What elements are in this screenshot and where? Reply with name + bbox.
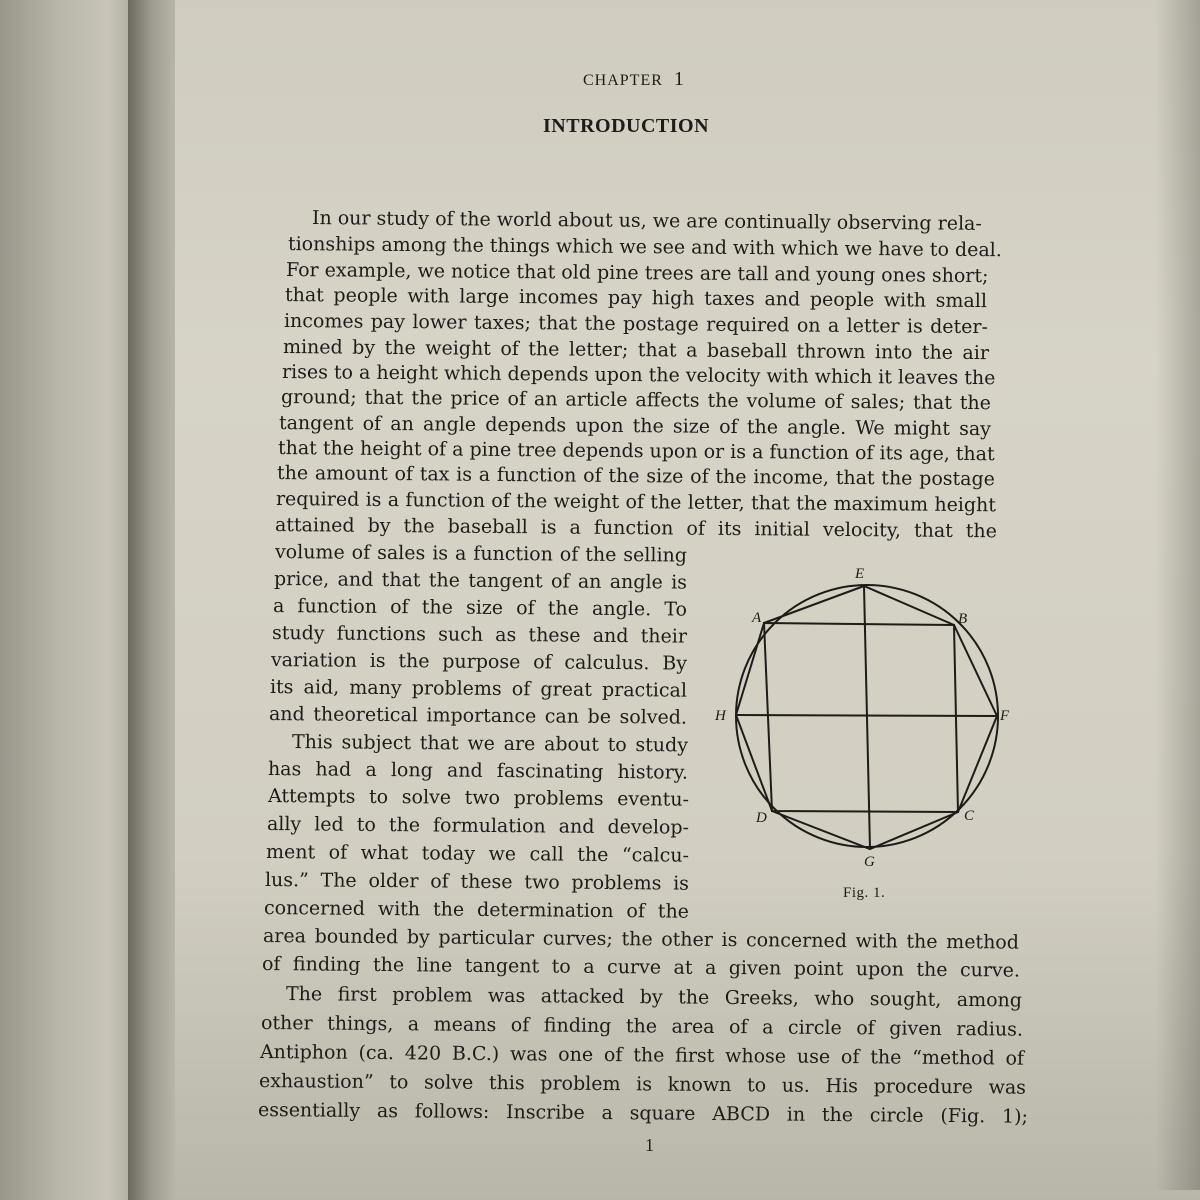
text-line: This subject that we are about to study — [291, 731, 689, 757]
text-line: of finding the line tangent to a curve at a given point upon the curve. — [261, 953, 1021, 982]
text-line: concerned with the determination of the — [263, 897, 690, 923]
text-line: area bounded by particular curves; the other is concerned with the method — [262, 925, 1020, 954]
text-line: price, and that the tangent of an angle is — [273, 568, 688, 594]
text-line: exhaustion” to solve this problem is known to us. His procedure was — [258, 1070, 1027, 1099]
figure-caption: Fig. 1. — [843, 885, 886, 901]
text-line: ally led to the formulation and develop- — [266, 813, 690, 839]
text-line: essentially as follows: Inscribe a square ABCD in the circle (Fig. 1); — [257, 1099, 1029, 1128]
text-line: In our study of the world about us, we are continually observing rela- — [311, 207, 982, 235]
text-line: The first problem was attacked by the Greeks, who sought, among — [285, 983, 1023, 1012]
point-label-g: G — [864, 854, 875, 870]
text-line: volume of sales is a function of the selling — [274, 541, 688, 567]
text-line: variation is the purpose of calculus. By — [270, 649, 688, 675]
horizontal-diameter — [736, 715, 997, 716]
text-line: attained by the baseball is a function of its initial velocity, that the — [274, 514, 998, 543]
point-label-e: E — [855, 566, 865, 582]
point-label-a: A — [752, 610, 762, 626]
text-line: and theoretical importance can be solved. — [268, 703, 688, 729]
page-number: 1 — [645, 1135, 654, 1155]
text-line: that people with large incomes pay high taxes and people with small — [284, 284, 988, 313]
chapter-number: 1 — [673, 68, 685, 90]
text-line: other things, a means of finding the area of a circle of given radius. — [260, 1012, 1024, 1041]
point-label-d: D — [756, 810, 767, 826]
figure-1-diagram — [700, 560, 1030, 870]
text-line: ground; that the price of an article affects the volume of sales; that the — [280, 386, 992, 415]
text-line: tionships among the things which we see and with which we have to deal. — [287, 233, 1002, 262]
chapter-title: INTRODUCTION — [543, 115, 710, 137]
chapter-label: CHAPTER — [583, 72, 663, 89]
point-label-f: F — [1000, 708, 1010, 724]
text-line: its aid, many problems of great practical — [269, 676, 688, 702]
vertical-diameter — [864, 586, 870, 849]
text-line: incomes pay lower taxes; that the postage required on a letter is deter- — [283, 310, 989, 339]
text-line: a function of the size of the angle. To — [272, 595, 688, 621]
text-line: has had a long and fascinating history. — [267, 758, 689, 784]
text-line: For example, we notice that old pine trees are tall and young ones short; — [285, 259, 989, 288]
text-line: tangent of an angle depends upon the size of the angle. We might say — [278, 412, 992, 441]
point-label-h: H — [715, 708, 726, 724]
text-line: lus.” The older of these two problems is — [264, 869, 690, 895]
text-line: study functions such as these and their — [271, 622, 688, 648]
text-line: mined by the weight of the letter; that a baseball thrown into the air — [282, 336, 990, 365]
text-line: required is a function of the weight of the letter, that the maximum height — [275, 488, 997, 517]
text-line: rises to a height which depends upon the velocity with which it leaves the — [281, 361, 996, 390]
text-line: Antiphon (ca. 420 B.C.) was one of the first whose use of the “method of — [259, 1041, 1025, 1070]
text-line: the amount of tax is a function of the size of the income, that the postage — [276, 462, 996, 491]
inscribed-square — [764, 623, 958, 812]
chapter-heading — [583, 68, 685, 91]
text-line: ment of what today we call the “calcu- — [265, 841, 690, 867]
point-label-b: B — [958, 611, 968, 627]
text-line: that the height of a pine tree depends upon or is a function of its age, that — [277, 437, 995, 466]
point-label-c: C — [964, 808, 975, 824]
text-line: Attempts to solve two problems eventu- — [267, 785, 690, 811]
